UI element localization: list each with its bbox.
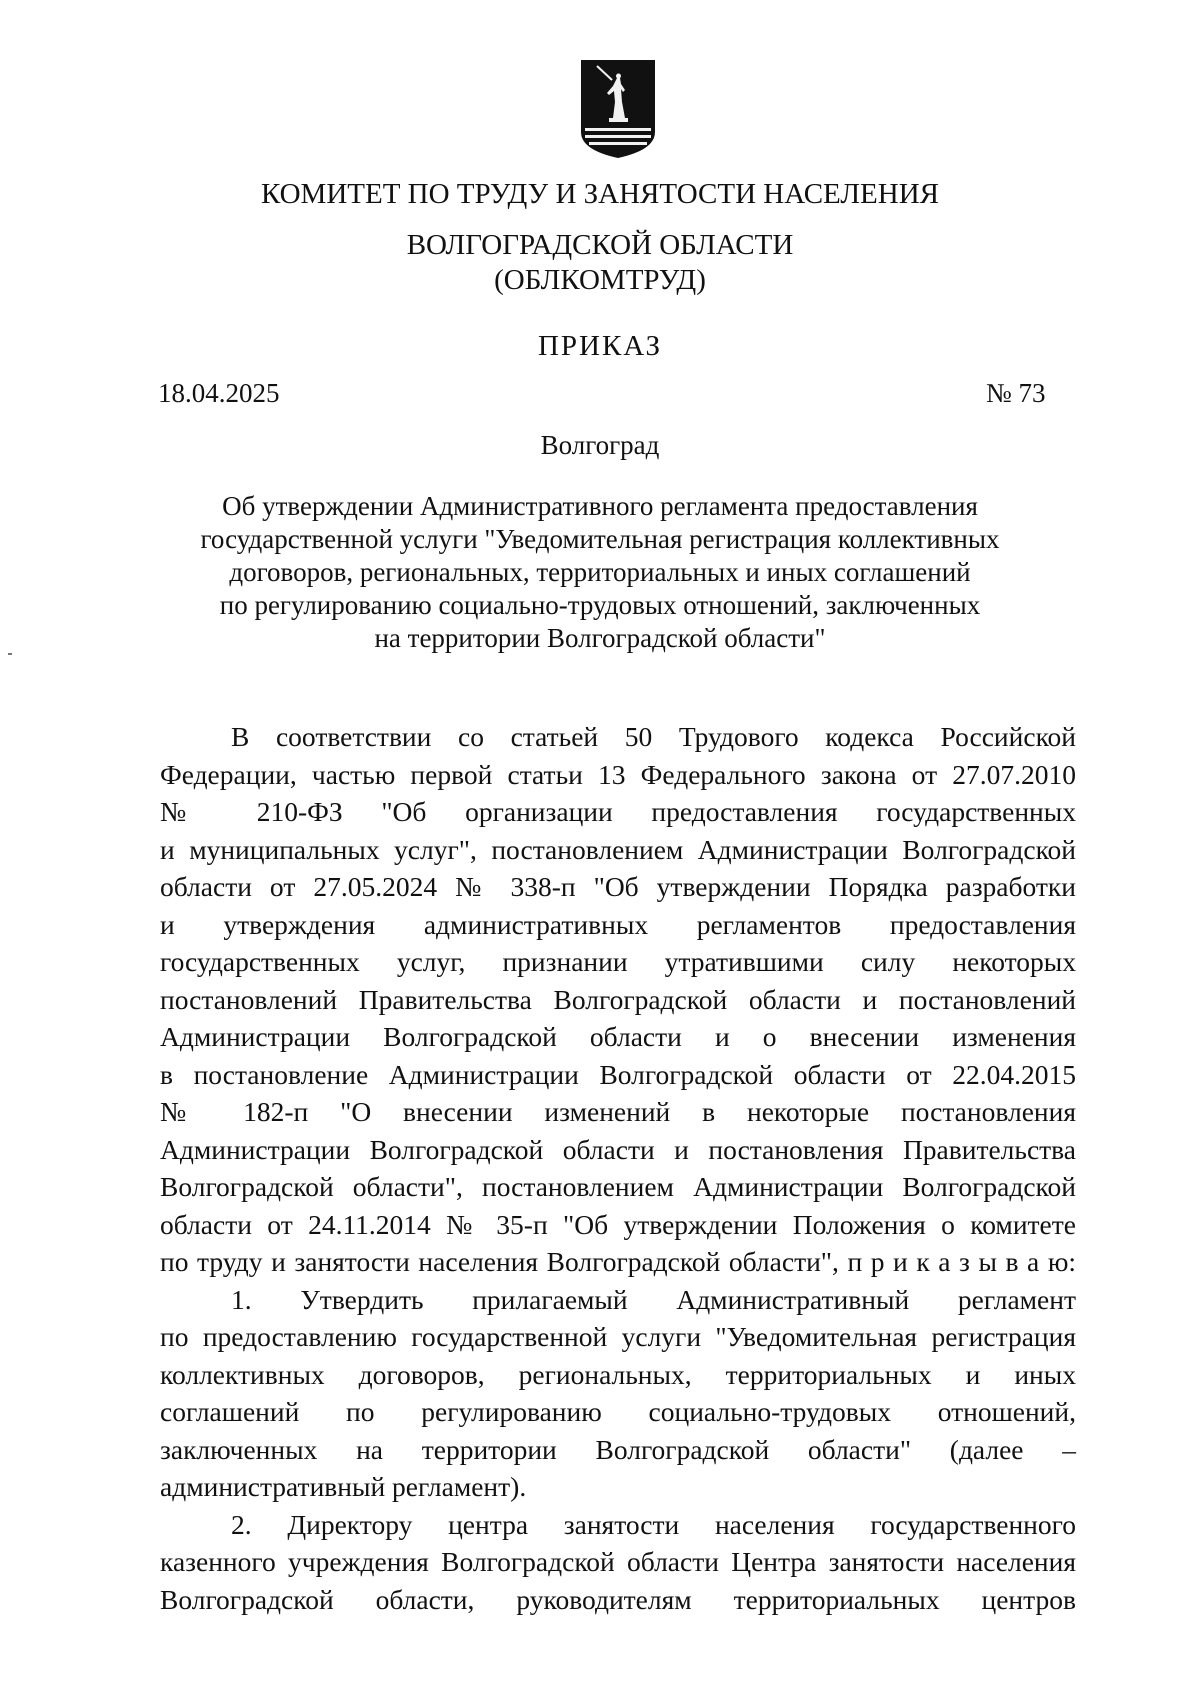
body-line: 1. Утвердить прилагаемый Административный регламент	[231, 1283, 1076, 1315]
subject-line: по регулированию социально-трудовых отношений, заключенных	[219, 590, 981, 620]
body-line: государственных услуг, признании утратившими силу некоторых	[160, 946, 1076, 977]
body-line: Волгоградской области", постановлением Администрации Волгоградской	[160, 1171, 1076, 1202]
body-line: области от 27.05.2024 № 338-п "Об утверждении Порядка разработки	[160, 871, 1076, 902]
document-city: Волгоград	[540, 430, 660, 460]
subject-line: на территории Волгоградской области"	[374, 623, 826, 653]
margin-mark	[8, 653, 12, 655]
organization-abbreviation: (ОБЛКОМТРУД)	[494, 264, 706, 296]
body-line: Федерации, частью первой статьи 13 Федерального закона от 27.07.2010	[160, 758, 1076, 790]
document-type-title: ПРИКАЗ	[537, 330, 663, 362]
body-line: казенного учреждения Волгоградской области Центра занятости населения	[160, 1546, 1076, 1577]
body-line: и муниципальных услуг", постановлением Администрации Волгоградской	[160, 833, 1076, 865]
body-line: постановлений Правительства Волгоградской области и постановлений	[160, 983, 1076, 1015]
body-line: области от 24.11.2014 № 35-п "Об утверждении Положения о комитете	[160, 1208, 1076, 1240]
body-line: заключенных на территории Волгоградской области" (далее –	[160, 1433, 1076, 1465]
subject-line: Об утверждении Административного регламента предоставления	[222, 491, 978, 521]
body-line: № 210-ФЗ "Об организации предоставления государственных	[160, 796, 1076, 827]
body-line: Волгоградской области, руководителям территориальных центров	[160, 1583, 1076, 1615]
subject-line: договоров, региональных, территориальных и иных соглашений	[229, 557, 971, 587]
body-line: административный регламент).	[160, 1471, 527, 1502]
order-body	[160, 718, 1076, 1618]
body-line: соглашений по регулированию социально-трудовых отношений,	[160, 1396, 1076, 1427]
volgograd-coat-of-arms-icon	[579, 58, 657, 160]
body-line: по предоставлению государственной услуги "Уведомительная регистрация	[160, 1321, 1076, 1352]
document-date: 18.04.2025	[158, 378, 280, 408]
document-number: № 73	[986, 378, 1046, 408]
body-line: Администрации Волгоградской области и о внесении изменения	[160, 1021, 1076, 1052]
body-line: по труду и занятости населения Волгоградской области", п р и к а з ы в а ю:	[160, 1246, 1076, 1277]
body-line: коллективных договоров, региональных, территориальных и иных	[160, 1358, 1076, 1390]
organization-name-line1: КОМИТЕТ ПО ТРУДУ И ЗАНЯТОСТИ НАСЕЛЕНИЯ	[260, 178, 940, 210]
body-line: Администрации Волгоградской области и постановления Правительства	[160, 1133, 1076, 1165]
order-subject	[160, 490, 1040, 655]
body-line: В соответствии со статьей 50 Трудового кодекса Российской	[231, 721, 1076, 752]
body-line: и утверждения административных регламентов предоставления	[160, 908, 1076, 940]
body-line: № 182-п "О внесении изменений в некоторые постановления	[160, 1096, 1076, 1127]
body-line: в постановление Администрации Волгоградской области от 22.04.2015	[160, 1058, 1076, 1090]
body-line: 2. Директору центра занятости населения государственного	[231, 1508, 1076, 1540]
organization-name-line2: ВОЛГОГРАДСКОЙ ОБЛАСТИ	[406, 229, 794, 261]
subject-line: государственной услуги "Уведомительная регистрация коллективных	[200, 524, 1000, 554]
